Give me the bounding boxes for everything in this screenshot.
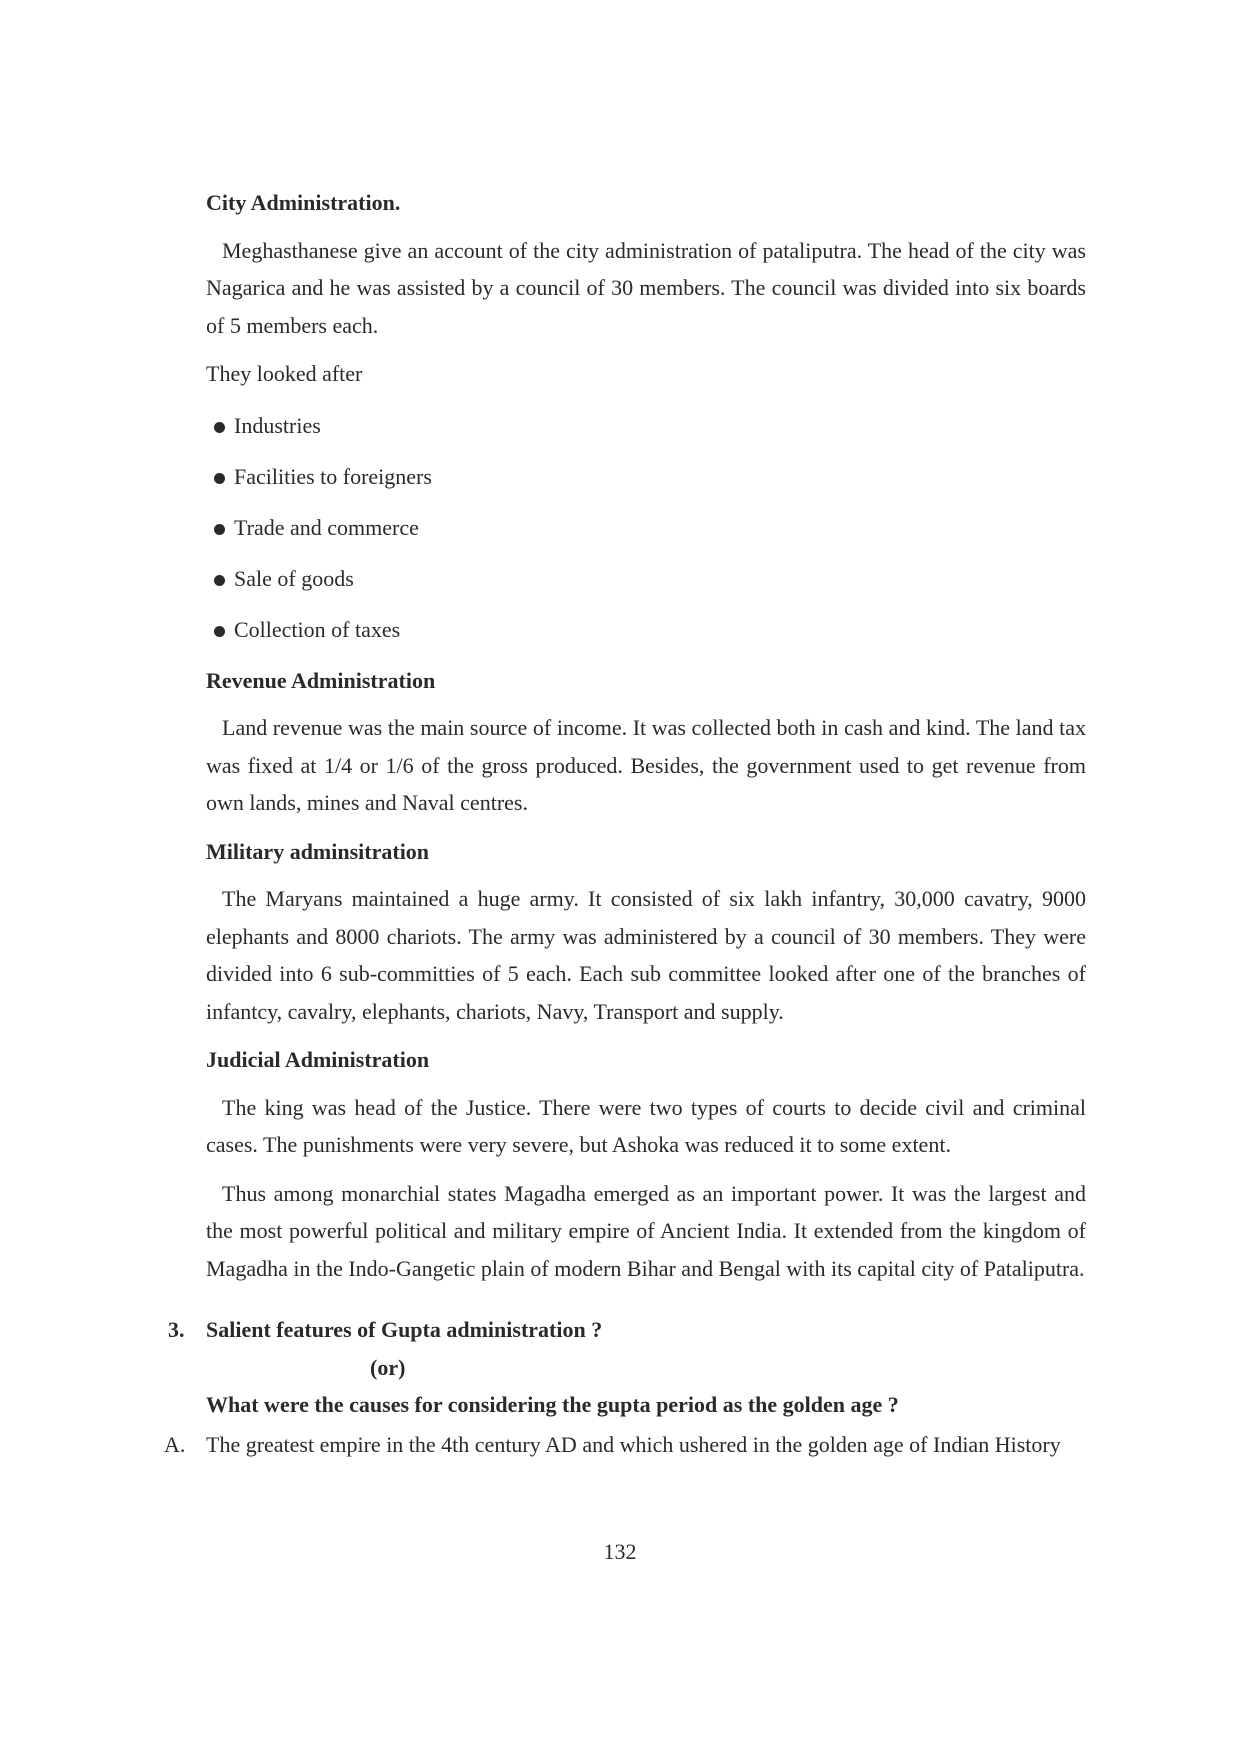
list-item xyxy=(206,560,1086,598)
list-item xyxy=(206,611,1086,649)
bullet-icon xyxy=(214,524,225,535)
page-content xyxy=(164,184,1086,1463)
bullet-list xyxy=(206,407,1086,649)
paragraph-city: Meghasthanese give an account of the city administration of pataliputra. The head of the city was Nagarica and he was assisted by a council of 30 members. The council was divided into six boards of 5 members each. xyxy=(206,237,1086,338)
page-number: 132 xyxy=(603,1539,637,1564)
paragraph-military: The Maryans maintained a huge army. It consisted of six lakh infantry, 30,000 cavatry, 9000 elephants and 8000 chariots. The army was administered by a council of 30 members. They were divided into 6 sub-committies of 5 each. Each sub committee looked after one of the branches of infantcy, cavalry, elephants, chariots, Navy, Transport and supply. xyxy=(206,886,1086,1024)
list-item xyxy=(206,509,1086,547)
list-item-text: Collection of taxes xyxy=(234,616,401,642)
bullet-icon xyxy=(214,626,225,637)
bullet-icon xyxy=(214,473,225,484)
list-item xyxy=(206,458,1086,496)
list-item-text: Industries xyxy=(234,412,321,438)
question-text: Salient features of Gupta administration ? xyxy=(206,1317,603,1342)
paragraph-revenue: Land revenue was the main source of income. It was collected both in cash and kind. The land tax was fixed at 1/4 or 1/6 of the gross produced. Besides, the government used to get revenue from own lands, mines and Naval centres. xyxy=(206,715,1086,815)
list-item-text: Sale of goods xyxy=(234,565,354,591)
section-heading-judicial: Judicial Administration xyxy=(206,1047,430,1072)
answer-text: The greatest empire in the 4th century AD and which ushered in the golden age of Indian History xyxy=(206,1431,1061,1457)
bullet-icon xyxy=(214,422,225,433)
answer xyxy=(164,1426,1086,1464)
section-heading-revenue: Revenue Administration xyxy=(206,667,436,693)
paragraph-judicial: The king was head of the Justice. There were two types of courts to decide civil and criminal cases. The punishments were very severe, but Ashoka was reduced it to some extent. xyxy=(206,1094,1086,1157)
question-number: 3. xyxy=(168,1317,185,1342)
list-intro: They looked after xyxy=(206,361,363,386)
list-item-text: Facilities to foreigners xyxy=(234,463,432,489)
list-item-text: Trade and commerce xyxy=(234,514,419,540)
answer-label: A. xyxy=(164,1431,186,1457)
question-or: (or) xyxy=(370,1354,406,1380)
section-heading-city: City Administration. xyxy=(206,190,401,215)
bullet-icon xyxy=(214,575,225,586)
question-alt-text: What were the causes for considering the gupta period as the golden age ? xyxy=(206,1392,899,1417)
section-heading-military: Military adminsitration xyxy=(206,838,430,864)
question xyxy=(168,1311,1086,1349)
paragraph-conclusion: Thus among monarchial states Magadha emerged as an important power. It was the largest and the most powerful political and military empire of Ancient India. It extended from the kingdom of Magadha in the Indo-Gangetic plain of modern Bihar and Bengal with its capital city of Pataliputra. xyxy=(206,1180,1086,1281)
list-item xyxy=(206,407,1086,445)
